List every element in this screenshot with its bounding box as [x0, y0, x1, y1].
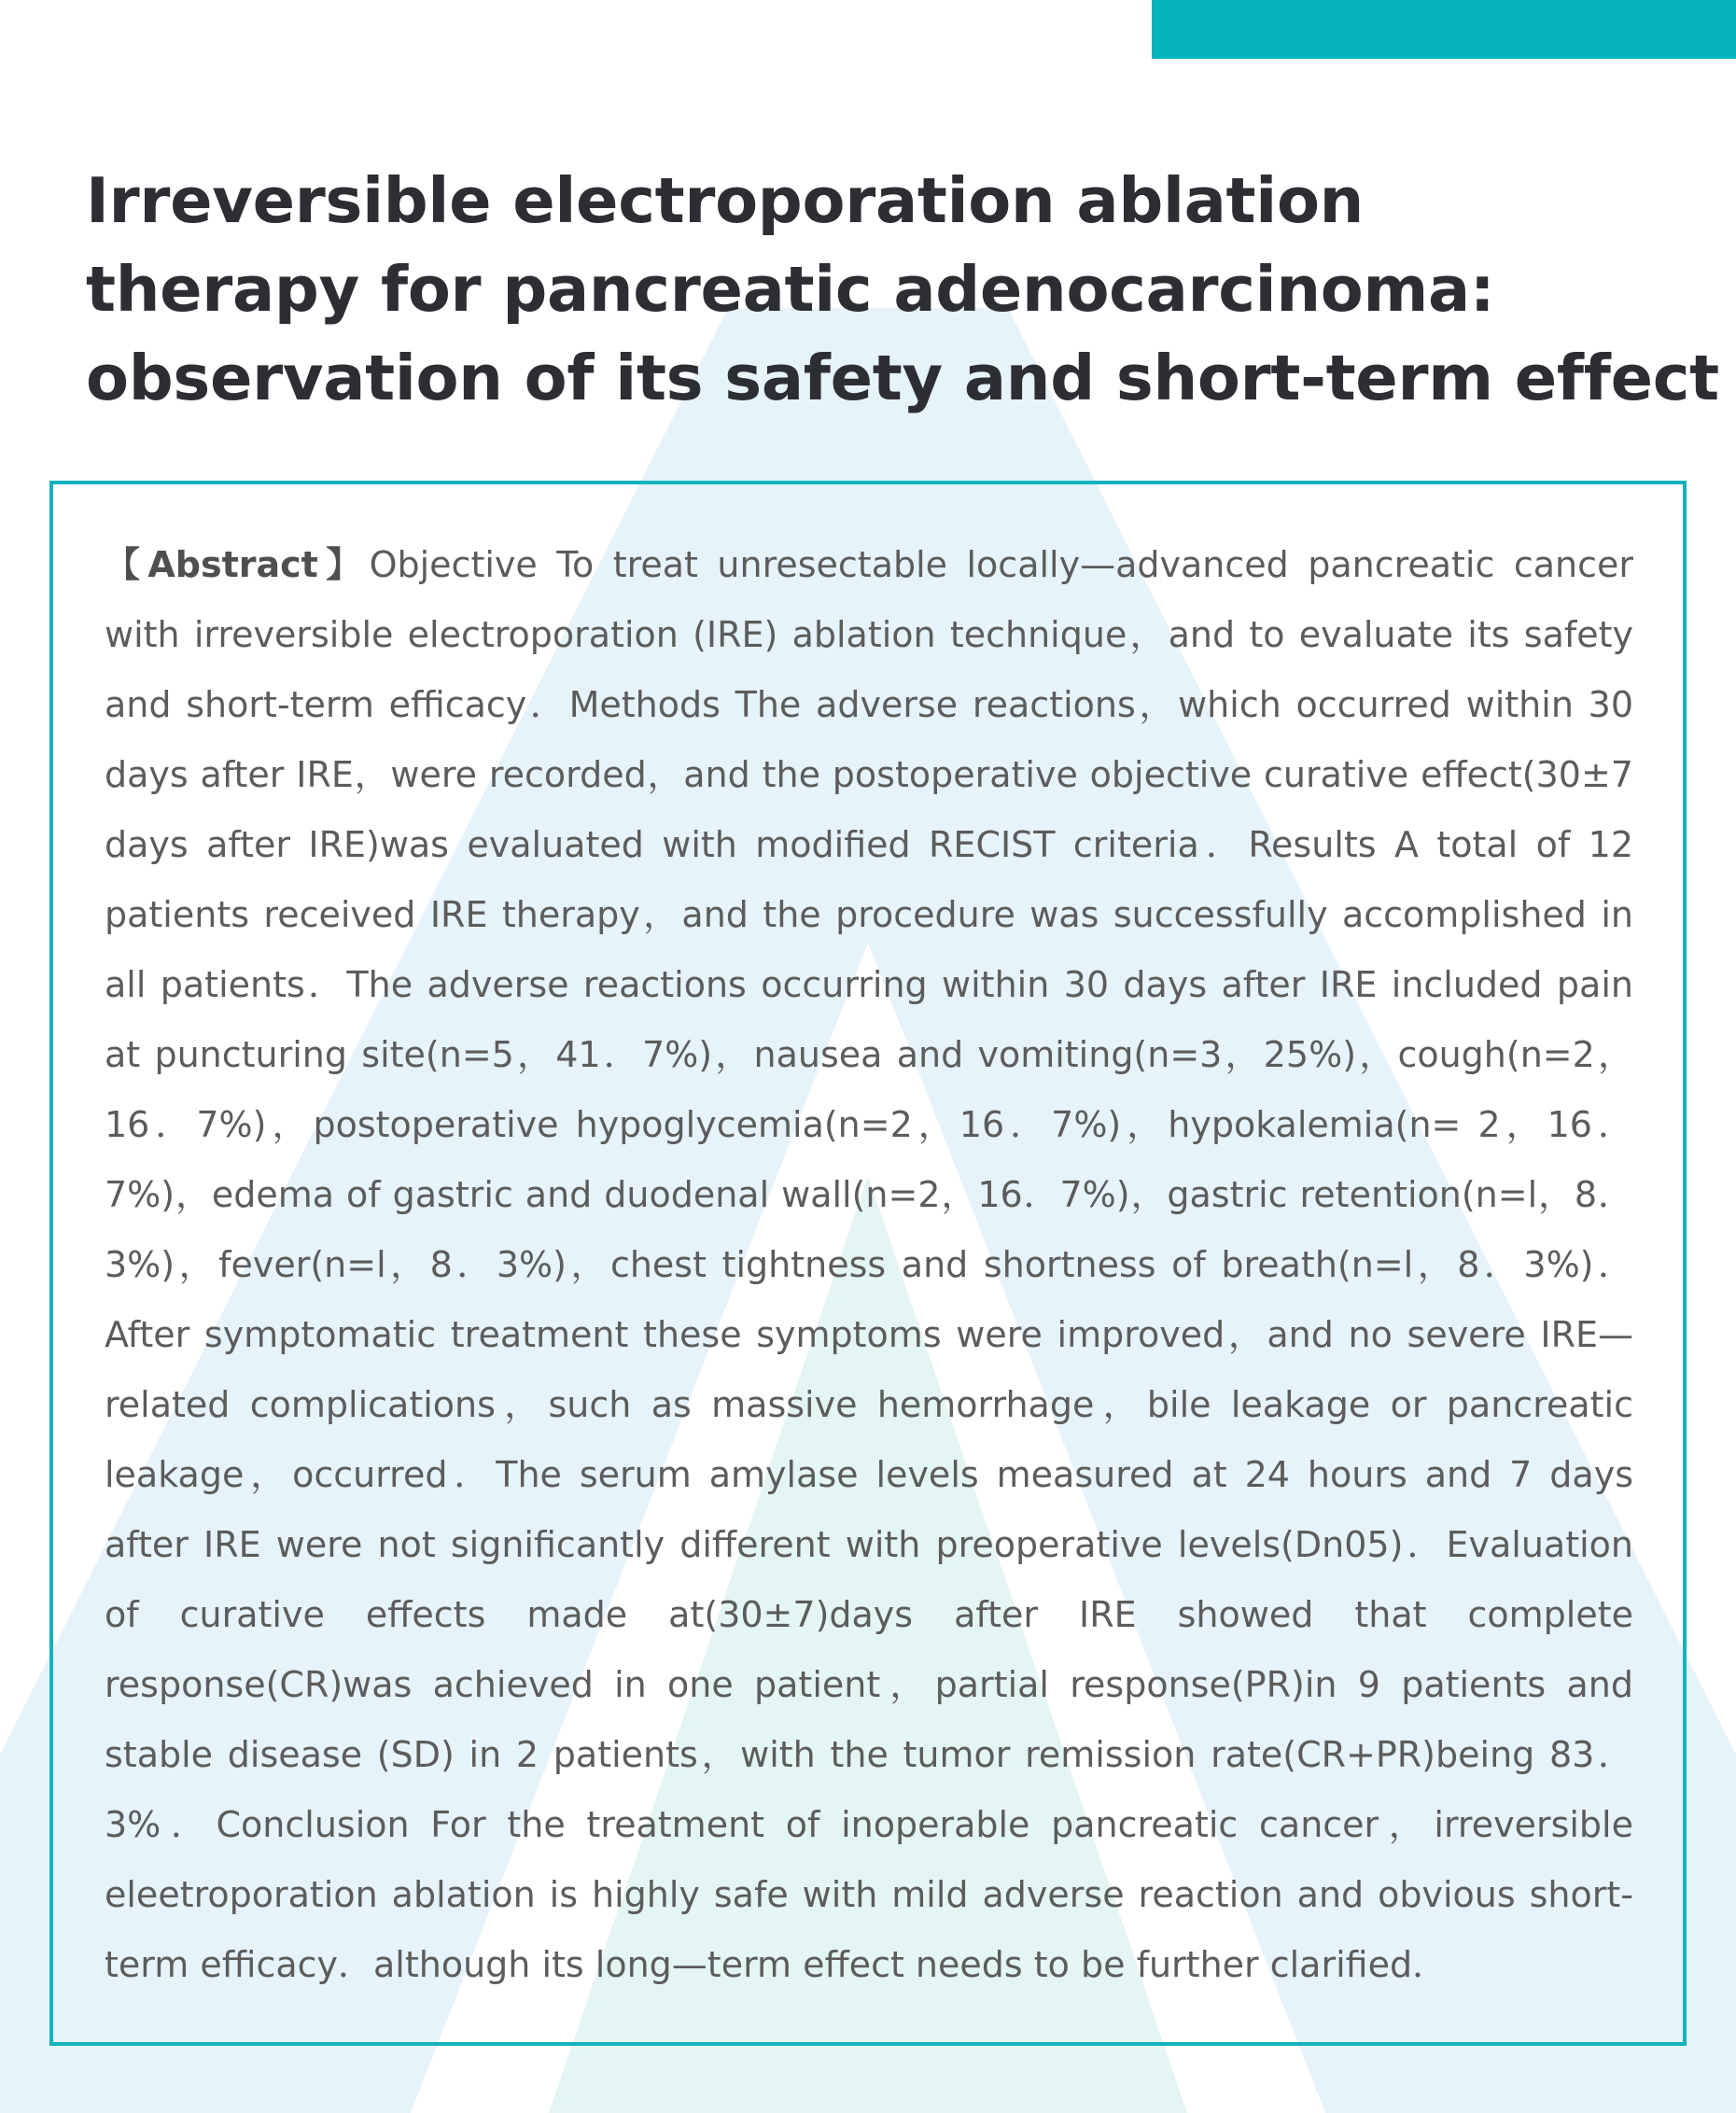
abstract-label: 【Abstract】 [105, 544, 370, 585]
title-line-1: Irreversible electroporation ablation [86, 164, 1365, 237]
abstract-paragraph [105, 530, 1633, 2000]
title-line-3: observation of its safety and short-term effect [86, 342, 1719, 414]
top-accent-bar [1152, 0, 1736, 59]
title-line-2: therapy for pancreatic adenocarcinoma: [86, 253, 1495, 326]
abstract-body: Objective To treat unresectable locally—advanced pancreatic cancer with irreversible electroporation (IRE) ablation technique，and to evaluate its safety and short-term efficacy．Methods The adverse reactions，which occurred within 30 days after IRE，were recorded，and the postoperative objective curative effect(30±7 days after IRE)was evaluated with modified RECIST criteria．Results A total of 12 patients received IRE therapy，and the procedure was successfully accomplished in all patients．The adverse reactions occurring within 30 days after IRE included pain at puncturing site(n=5，41．7%)，nausea and vomiting(n=3，25%)，cough(n=2，16．7%)，postoperative hypoglycemia(n=2，16．7%)，hypokalemia(n= 2，16．7%)，edema of gastric and duodenal wall(n=2，16．7%)，gastric retention(n=l，8．3%)，fever(n=l，8．3%)，chest tightness and shortness of breath(n=l，8．3%)．After symptomatic treatment these symptoms were improved，and no severe IRE—related complications，such as massive hemorrhage，bile leakage or pancreatic leakage，occurred．The serum amylase levels measured at 24 hours and 7 days after IRE were not significantly different with preoperative levels(Dn05)．Evaluation of curative effects made at(30±7)days after IRE showed that complete response(CR)was achieved in one patient，partial response(PR)in 9 patients and stable disease (SD) in 2 patients，with the tumor remission rate(CR+PR)being 83．3%．Conclusion For the treatment of inoperable pancreatic cancer，irreversible eleetroporation ablation is highly safe with mild adverse reaction and obvious short-term efficacy．although its long—term effect needs to be further clarified． [105, 544, 1633, 1985]
page-title [86, 157, 1719, 423]
